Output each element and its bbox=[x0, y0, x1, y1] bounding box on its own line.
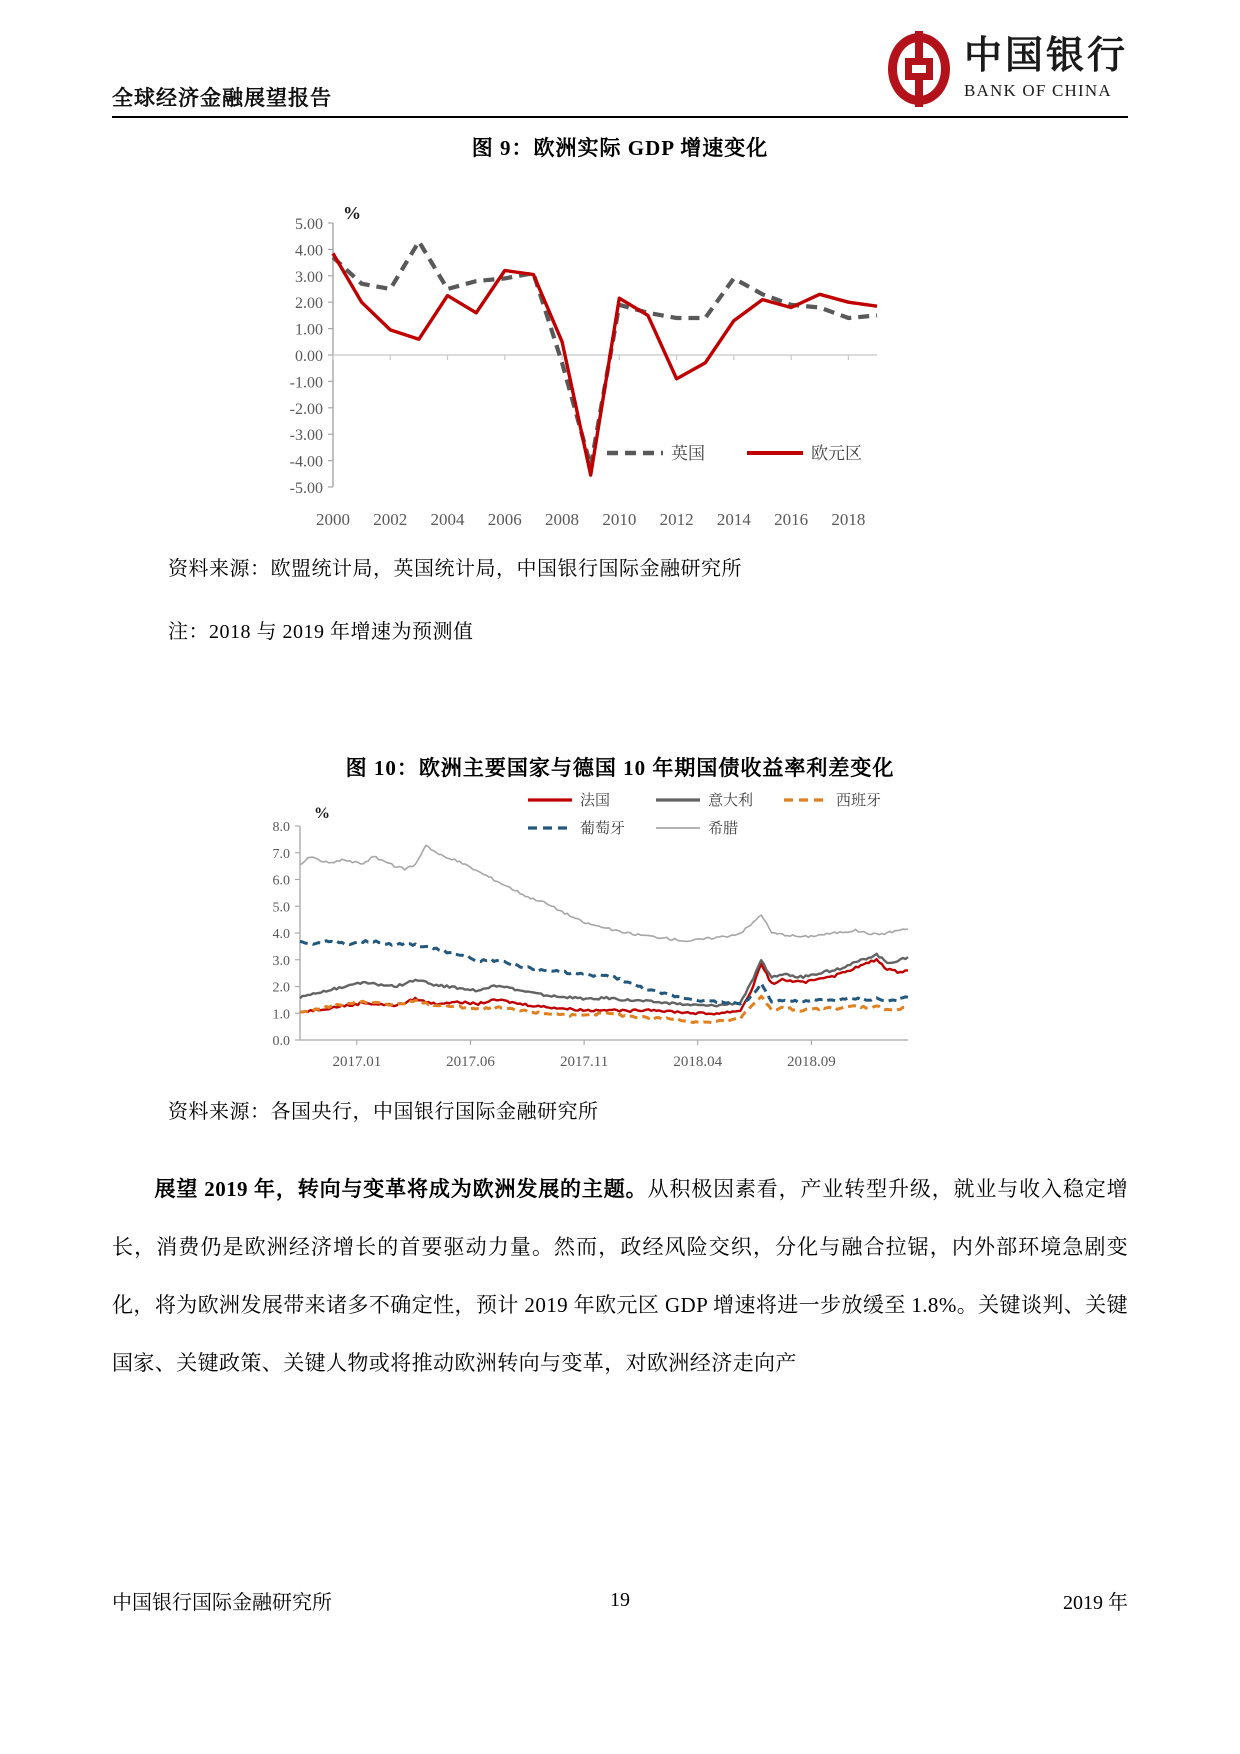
svg-text:-4.00: -4.00 bbox=[289, 453, 323, 471]
svg-text:7.0: 7.0 bbox=[272, 846, 290, 862]
svg-text:1.0: 1.0 bbox=[272, 1007, 290, 1023]
svg-text:-1.00: -1.00 bbox=[289, 374, 323, 392]
logo-english-name: BANK OF CHINA bbox=[963, 80, 1112, 100]
paragraph-rest: 从积极因素看，产业转型升级，就业与收入稳定增长，消费仍是欧洲经济增长的首要驱动力量。然而，政经风险交织，分化与融合拉锯，内外部环境急剧变化，将为欧洲发展带来诸多不确定性，预计 2019 年欧元区 GDP 增速将进一步放缓至 1.8%。关键谈判、关键国家、关键政策、关键人物或将推动欧洲转向与变革，对欧洲经济走向产 bbox=[112, 1177, 1128, 1375]
svg-text:2008: 2008 bbox=[545, 510, 580, 529]
svg-text:4.00: 4.00 bbox=[295, 242, 323, 260]
svg-text:3.0: 3.0 bbox=[272, 953, 290, 969]
svg-text:2016: 2016 bbox=[774, 510, 809, 529]
svg-text:2014: 2014 bbox=[716, 510, 751, 529]
svg-text:2000: 2000 bbox=[316, 510, 350, 529]
svg-text:-3.00: -3.00 bbox=[289, 427, 323, 445]
page-header bbox=[112, 30, 1128, 118]
svg-text:2017.06: 2017.06 bbox=[446, 1054, 495, 1070]
boc-emblem-icon bbox=[888, 33, 950, 105]
figure9-source: 资料来源：欧盟统计局，英国统计局，中国银行国际金融研究所 bbox=[168, 558, 742, 580]
svg-text:4.0: 4.0 bbox=[272, 927, 290, 942]
svg-text:2018: 2018 bbox=[831, 510, 866, 529]
svg-text:西班牙: 西班牙 bbox=[836, 793, 882, 809]
svg-text:2.0: 2.0 bbox=[272, 980, 290, 996]
footer-right: 2019 年 bbox=[1063, 1592, 1128, 1614]
svg-text:-5.00: -5.00 bbox=[289, 480, 323, 497]
header-divider bbox=[112, 116, 1128, 118]
logo-chinese-name: 中国银行 bbox=[963, 35, 1128, 78]
page-footer bbox=[112, 1586, 1128, 1615]
svg-text:0.0: 0.0 bbox=[272, 1034, 290, 1049]
svg-text:%: % bbox=[314, 805, 330, 822]
svg-text:0.00: 0.00 bbox=[295, 348, 323, 365]
svg-text:-2.00: -2.00 bbox=[289, 400, 323, 418]
svg-text:葡萄牙: 葡萄牙 bbox=[580, 821, 626, 837]
svg-text:1.00: 1.00 bbox=[295, 321, 323, 339]
body-paragraph bbox=[112, 1160, 1128, 1392]
paragraph-lead: 展望 2019 年，转向与变革将成为欧洲发展的主题。 bbox=[154, 1177, 648, 1201]
svg-text:2002: 2002 bbox=[373, 510, 408, 529]
svg-text:8.0: 8.0 bbox=[272, 820, 290, 835]
figure9-chart bbox=[255, 195, 895, 540]
figure10-source: 资料来源：各国央行，中国银行国际金融研究所 bbox=[168, 1101, 599, 1123]
svg-text:2017.11: 2017.11 bbox=[560, 1054, 609, 1070]
header-title: 全球经济金融展望报告 bbox=[112, 86, 332, 110]
bank-of-china-logo bbox=[888, 30, 1128, 108]
svg-text:英国: 英国 bbox=[671, 444, 705, 463]
svg-text:2018.04: 2018.04 bbox=[673, 1054, 723, 1070]
svg-text:6.0: 6.0 bbox=[272, 873, 290, 889]
svg-text:2010: 2010 bbox=[602, 510, 637, 529]
svg-text:2017.01: 2017.01 bbox=[332, 1054, 382, 1070]
svg-text:2012: 2012 bbox=[659, 510, 694, 529]
svg-text:5.0: 5.0 bbox=[272, 900, 290, 916]
svg-text:2018.09: 2018.09 bbox=[787, 1054, 836, 1070]
svg-text:%: % bbox=[343, 203, 361, 223]
svg-text:2004: 2004 bbox=[430, 510, 465, 529]
svg-text:法国: 法国 bbox=[580, 793, 611, 809]
figure9-note: 注：2018 与 2019 年增速为预测值 bbox=[168, 621, 474, 643]
svg-text:5.00: 5.00 bbox=[295, 216, 323, 233]
footer-left: 中国银行国际金融研究所 bbox=[112, 1592, 332, 1614]
svg-text:希腊: 希腊 bbox=[708, 821, 739, 837]
svg-text:2.00: 2.00 bbox=[295, 295, 323, 313]
svg-text:3.00: 3.00 bbox=[295, 268, 323, 286]
svg-text:欧元区: 欧元区 bbox=[811, 444, 862, 463]
figure10-title: 图 10：欧洲主要国家与德国 10 年期国债收益率利差变化 bbox=[345, 756, 895, 780]
svg-text:意大利: 意大利 bbox=[708, 793, 754, 809]
svg-text:2006: 2006 bbox=[487, 510, 522, 529]
figure9-title: 图 9：欧洲实际 GDP 增速变化 bbox=[471, 136, 769, 160]
footer-page-number: 19 bbox=[610, 1589, 630, 1611]
figure10-chart bbox=[228, 790, 928, 1080]
